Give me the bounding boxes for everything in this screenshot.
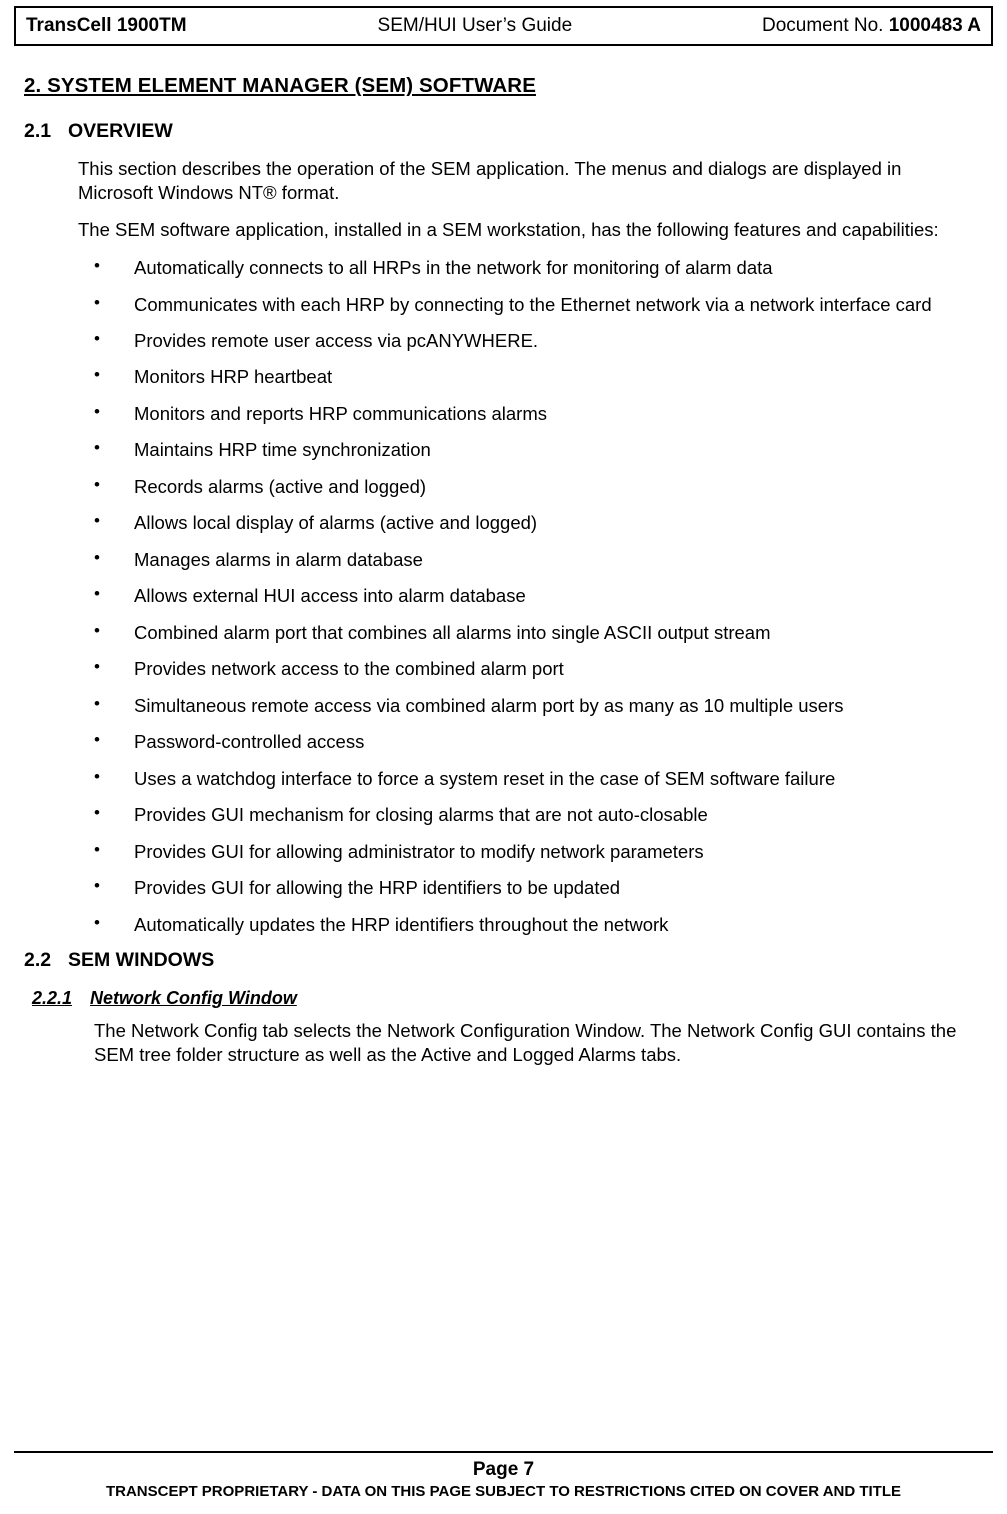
list-item: • Automatically connects to all HRPs in the network for monitoring of alarm data bbox=[24, 256, 977, 279]
list-item: • Provides GUI for allowing the HRP identifiers to be updated bbox=[24, 876, 977, 899]
overview-paragraph-1: This section describes the operation of the SEM application. The menus and dialogs are displayed in Microsoft Windows NT® format. bbox=[78, 158, 902, 203]
list-item: • Records alarms (active and logged) bbox=[24, 475, 977, 498]
list-item: • Monitors and reports HRP communications alarms bbox=[24, 402, 977, 425]
list-item: • Allows local display of alarms (active and logged) bbox=[24, 511, 977, 534]
list-item: • Communicates with each HRP by connecting to the Ethernet network via a network interface card bbox=[24, 293, 977, 316]
list-item: • Provides GUI mechanism for closing alarms that are not auto-closable bbox=[24, 803, 977, 826]
network-config-paragraph: The Network Config tab selects the Network Configuration Window. The Network Config GUI contains the SEM tree folder structure as well as the Active and Logged Alarms tabs. bbox=[94, 1020, 957, 1065]
footer-divider bbox=[14, 1451, 993, 1453]
list-item: • Password-controlled access bbox=[24, 730, 977, 753]
header-document-number-value: 1000483 A bbox=[888, 15, 981, 36]
subsubsection-heading-network-config bbox=[32, 988, 977, 1009]
header-document-number-label: Document No. bbox=[762, 15, 889, 36]
list-item: • Monitors HRP heartbeat bbox=[24, 365, 977, 388]
header-document-number bbox=[656, 15, 981, 37]
subsection-number-overview: 2.1 bbox=[24, 120, 52, 142]
subsubsection-title-network-config: Network Config Window bbox=[90, 988, 297, 1009]
list-item: • Automatically updates the HRP identifiers throughout the network bbox=[24, 913, 977, 936]
header-product-name: TransCell 1900TM bbox=[26, 15, 187, 36]
list-item: • Uses a watchdog interface to force a system reset in the case of SEM software failure bbox=[24, 767, 977, 790]
proprietary-notice: TRANSCEPT PROPRIETARY - DATA ON THIS PAGE SUBJECT TO RESTRICTIONS CITED ON COVER AND TITLE bbox=[105, 1483, 902, 1500]
page-content bbox=[24, 74, 977, 1067]
list-item: • Manages alarms in alarm database bbox=[24, 548, 977, 571]
list-item: • Simultaneous remote access via combined alarm port by as many as 10 multiple users bbox=[24, 694, 977, 717]
list-item: • Maintains HRP time synchronization bbox=[24, 438, 977, 461]
page-number: Page 7 bbox=[472, 1459, 535, 1480]
subsection-heading-sem-windows bbox=[24, 949, 977, 972]
page-header bbox=[14, 6, 993, 46]
subsection-title-sem-windows: SEM WINDOWS bbox=[68, 949, 215, 972]
subsection-number-sem-windows: 2.2 bbox=[24, 949, 52, 972]
page-header-row bbox=[16, 15, 991, 37]
section-heading: 2. SYSTEM ELEMENT MANAGER (SEM) SOFTWARE bbox=[24, 74, 536, 97]
subsection-title-overview: OVERVIEW bbox=[68, 120, 173, 142]
document-page bbox=[0, 6, 1007, 1514]
overview-feature-list bbox=[24, 256, 977, 936]
list-item: • Provides GUI for allowing administrator to modify network parameters bbox=[24, 840, 977, 863]
header-document-title: SEM/HUI User’s Guide bbox=[377, 15, 573, 36]
list-item: • Provides network access to the combined alarm port bbox=[24, 657, 977, 680]
subsubsection-number-network-config: 2.2.1 bbox=[32, 988, 73, 1009]
overview-paragraph-2: The SEM software application, installed in a SEM workstation, has the following features and capabilities: bbox=[78, 219, 939, 241]
list-item: • Allows external HUI access into alarm database bbox=[24, 584, 977, 607]
list-item: • Provides remote user access via pcANYWHERE. bbox=[24, 329, 977, 352]
list-item: • Combined alarm port that combines all alarms into single ASCII output stream bbox=[24, 621, 977, 644]
subsection-heading-overview bbox=[24, 120, 977, 143]
page-footer bbox=[14, 1451, 993, 1500]
